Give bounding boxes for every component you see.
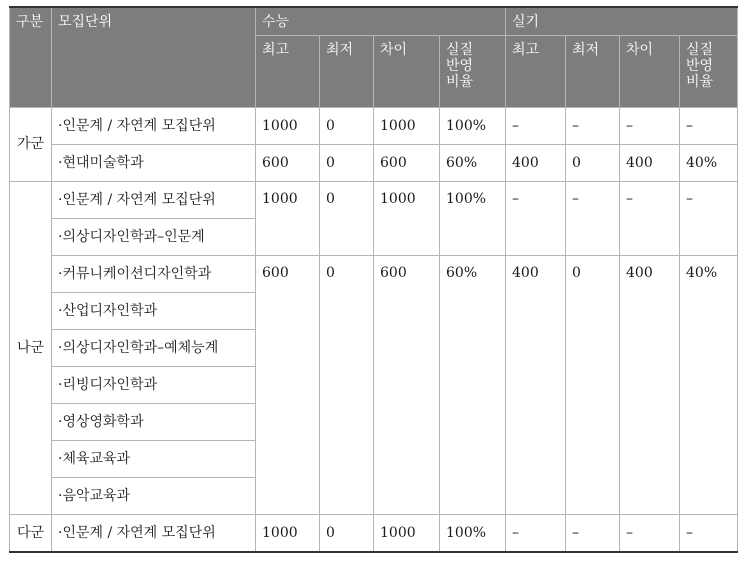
suneung-diff-cell: 1000 [374,514,440,552]
unit-cell: ·현대미술학과 [52,144,256,181]
silgi-diff-cell: – [620,107,680,144]
header-suneung-ratio: 실질 반영 비율 [440,35,506,107]
header-silgi-max: 최고 [506,35,566,107]
group-label-ga: 가군 [10,107,52,181]
suneung-min-cell: 0 [320,107,374,144]
header-suneung-max: 최고 [256,35,320,107]
header-row-1 [10,7,738,35]
header-unit: 모집단위 [52,7,256,107]
admission-score-table [9,6,738,553]
suneung-diff-cell: 600 [374,255,440,514]
unit-cell: ·인문계 / 자연계 모집단위 [52,107,256,144]
header-group: 구분 [10,7,52,107]
suneung-ratio-cell: 100% [440,181,506,255]
suneung-diff-cell: 1000 [374,107,440,144]
unit-cell: ·의상디자인학과–인문계 [52,218,256,255]
table-row [10,514,738,552]
header-suneung-min: 최저 [320,35,374,107]
suneung-diff-cell: 600 [374,144,440,181]
unit-cell: ·영상영화학과 [52,403,256,440]
suneung-ratio-cell: 60% [440,144,506,181]
suneung-max-cell: 600 [256,255,320,514]
silgi-ratio-cell: – [680,181,738,255]
unit-cell: ·리빙디자인학과 [52,366,256,403]
suneung-min-cell: 0 [320,255,374,514]
silgi-diff-cell: – [620,514,680,552]
suneung-max-cell: 1000 [256,107,320,144]
suneung-max-cell: 600 [256,144,320,181]
table-row [10,144,738,181]
suneung-ratio-cell: 60% [440,255,506,514]
suneung-max-cell: 1000 [256,514,320,552]
header-silgi-min: 최저 [566,35,620,107]
suneung-max-cell: 1000 [256,181,320,255]
header-silgi-ratio: 실질 반영 비율 [680,35,738,107]
suneung-min-cell: 0 [320,181,374,255]
silgi-min-cell: – [566,514,620,552]
suneung-min-cell: 0 [320,144,374,181]
unit-cell: ·인문계 / 자연계 모집단위 [52,514,256,552]
suneung-ratio-cell: 100% [440,107,506,144]
unit-cell: ·음악교육과 [52,477,256,514]
silgi-max-cell: – [506,514,566,552]
table-row [10,107,738,144]
silgi-max-cell: 400 [506,255,566,514]
header-silgi-diff: 차이 [620,35,680,107]
silgi-min-cell: – [566,181,620,255]
unit-cell: ·의상디자인학과–예체능계 [52,329,256,366]
table-row [10,255,738,292]
header-suneung-diff: 차이 [374,35,440,107]
silgi-ratio-cell: – [680,514,738,552]
unit-cell: ·커뮤니케이션디자인학과 [52,255,256,292]
silgi-diff-cell: 400 [620,144,680,181]
silgi-ratio-cell: – [680,107,738,144]
silgi-max-cell: – [506,107,566,144]
silgi-min-cell: 0 [566,144,620,181]
silgi-diff-cell: 400 [620,255,680,514]
silgi-diff-cell: – [620,181,680,255]
silgi-max-cell: 400 [506,144,566,181]
header-silgi: 실기 [506,7,738,35]
header-suneung: 수능 [256,7,506,35]
group-label-na: 나군 [10,181,52,514]
silgi-max-cell: – [506,181,566,255]
suneung-diff-cell: 1000 [374,181,440,255]
unit-cell: ·산업디자인학과 [52,292,256,329]
unit-cell: ·인문계 / 자연계 모집단위 [52,181,256,218]
suneung-min-cell: 0 [320,514,374,552]
table-row [10,181,738,218]
silgi-ratio-cell: 40% [680,255,738,514]
silgi-ratio-cell: 40% [680,144,738,181]
suneung-ratio-cell: 100% [440,514,506,552]
group-label-da: 다군 [10,514,52,552]
silgi-min-cell: – [566,107,620,144]
unit-cell: ·체육교육과 [52,440,256,477]
silgi-min-cell: 0 [566,255,620,514]
